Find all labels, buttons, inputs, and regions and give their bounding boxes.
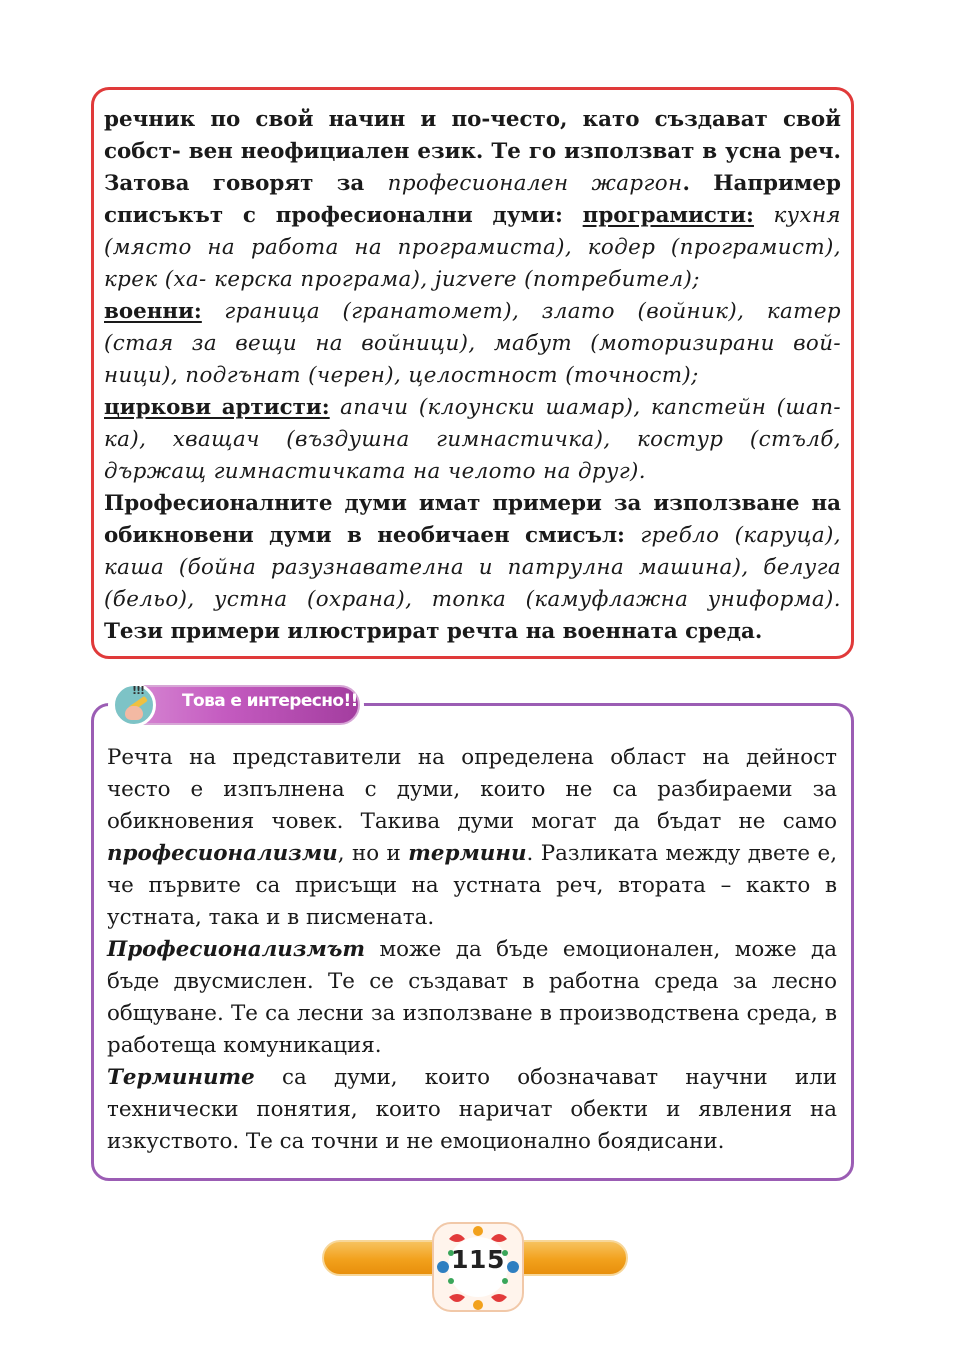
text-run: . Разликата между двете е, че първите са присъщи на устната реч, втората – както в устната, така и в писмената. [107,841,837,930]
examples-italic: ка), хващач (въздушна гимнастичка), костур (стълб, [104,427,841,452]
term-professionalisms: професионализми [107,841,338,866]
category-military: военни: [104,299,202,324]
text-line: обикновени думи в необичаен смисъл: [104,523,641,548]
writing-hand-icon [112,683,156,727]
examples-italic: (бельо), устна (охрана), топка (камуфлажна униформа). [104,587,841,612]
examples-italic: граница (гранатомет), злато (войник), катер [201,299,841,324]
text-run: може да бъде емоционален, може да бъде двусмислен. Те се създават в работна среда за лесно общуване. Те са лесни за използване в производствена среда, в работеща комуникация. [107,937,837,1058]
interesting-badge [108,681,364,729]
term-terms: термини [408,841,527,866]
footer-bar-left [322,1240,438,1276]
text-line: говорят за [212,171,388,196]
red-box-text [104,104,841,648]
term-the-terms: Термините [107,1065,255,1090]
paragraph-3 [107,1062,837,1158]
category-programmers: програмисти: [582,203,754,228]
term-italic: професионален жаргон [387,171,683,196]
paragraph-1 [107,742,837,934]
examples-italic: керска програма), juzvere (потребител); [214,267,700,292]
text-line: речник по свой начин и по-често, като създават свой собст- [104,107,841,164]
exclamation-marks: !!! [132,684,145,697]
examples-italic: апачи (клоунски шамар), капстейн (шап- [329,395,842,420]
interesting-facts-box [91,703,854,1181]
text-run: Речта на представители на определена област на дейност често е изпълнена с думи, които не са разбираеми за обикновения човек. Такива думи могат да бъдат не само [107,745,837,834]
footer-bar-right [520,1240,628,1276]
text-line: Тези примери илюстрират речта на военната среда. [104,619,763,644]
professional-words-box [91,87,854,659]
term-professionalism: Професионализмът [107,937,366,962]
examples-italic: гребло (каруца), [640,523,842,548]
badge-label: Това е интересно!!! [182,691,365,711]
examples-italic: кухня (място на [104,203,841,260]
hand-icon [125,706,143,720]
examples-italic: държащ гимнастичката на челото на друг). [104,459,646,484]
text-line: Професионалните думи имат примери за използване на [104,491,841,516]
page-number: 115 [451,1245,505,1274]
examples-italic: (стая за вещи на войници), мабут (моторизирани вой- [104,331,841,356]
examples-italic: ници), подгънат (черен), целостност (точност); [104,363,699,388]
text-line: . Например списъкът [104,171,841,228]
examples-italic: каша (бойна разузнавателна и патрулна машина), белуга [104,555,841,580]
category-circus: циркови артисти: [104,395,330,420]
text-run: са думи, които обозначават научни или технически понятия, които наричат обекти и явления на изкуството. Те са точни и не емоционално боядисани. [107,1065,837,1154]
text-line: вен неофициален език. Те го използват в усна реч. Затова [104,139,841,196]
examples-italic: работа на програмиста), кодер (програмист), крек (ха- [104,235,841,292]
text-run: , но и [337,841,409,866]
text-line: с професионални думи: [242,203,583,228]
paragraph-2 [107,934,837,1062]
